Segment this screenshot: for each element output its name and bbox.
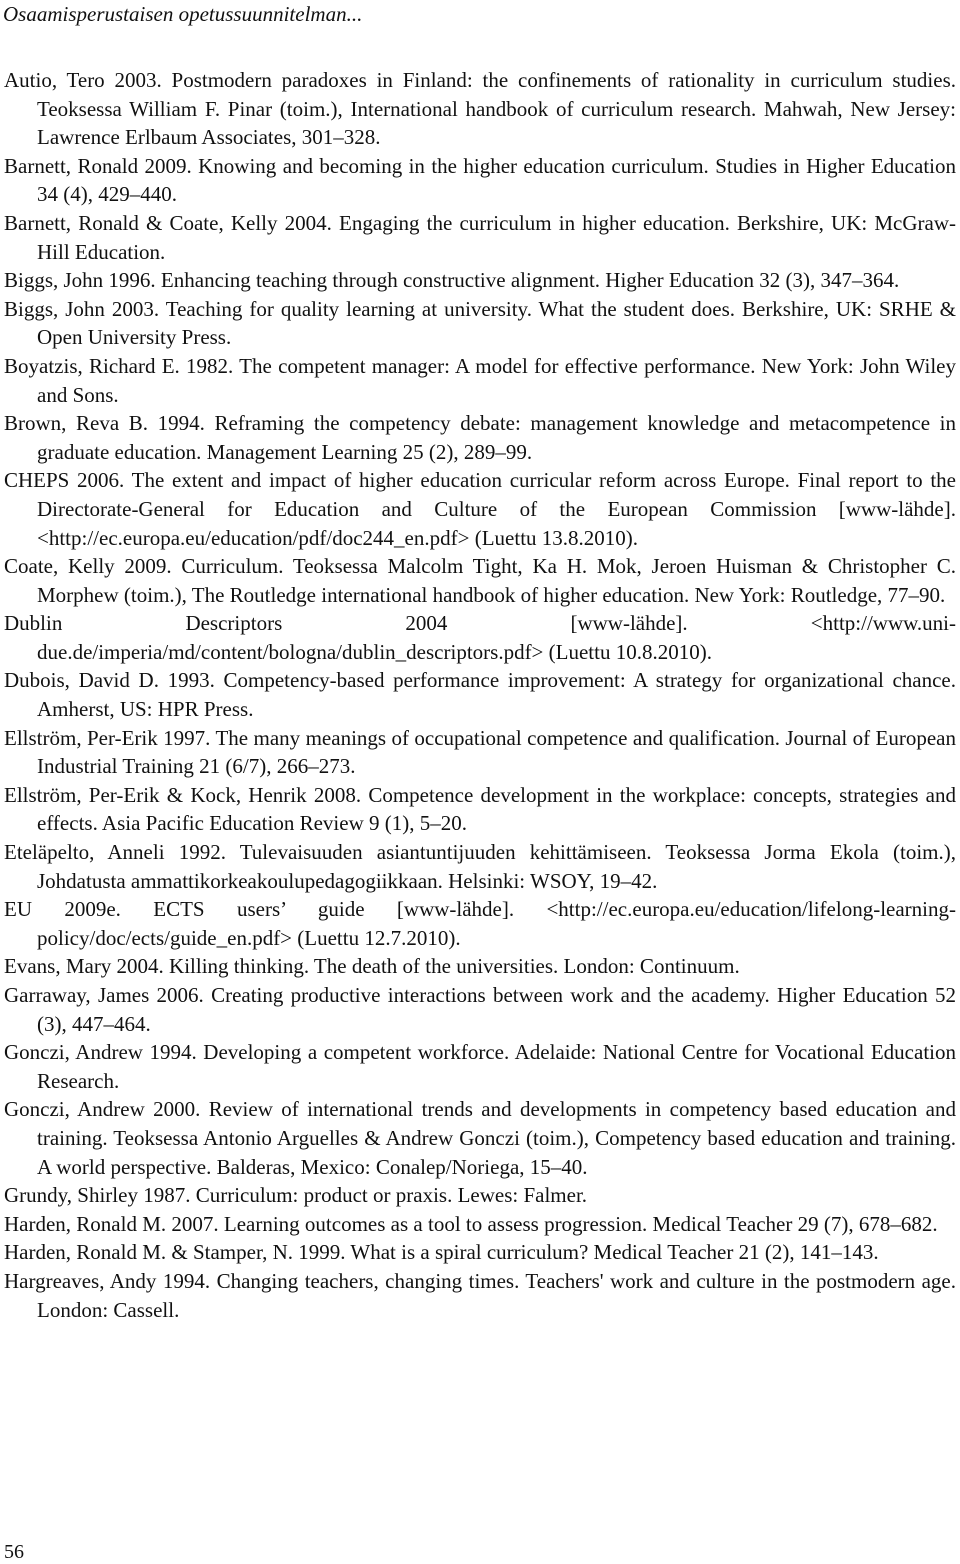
reference-entry: Garraway, James 2006. Creating productive interactions between work and the academy. Higher Education 52 (3), 447–464. <box>4 983 956 1036</box>
page-number: 56 <box>4 1541 24 1563</box>
reference-entry: Evans, Mary 2004. Killing thinking. The death of the universities. London: Continuum. <box>4 954 740 979</box>
reference-entry: Eteläpelto, Anneli 1992. Tulevaisuuden asiantuntijuuden kehittämiseen. Teoksessa Jorma Ekola (toim.), Johdatusta ammattikorkeakoulupedagogiikkaan. Helsinki: WSOY, 19–42. <box>4 840 956 893</box>
reference-entry: Boyatzis, Richard E. 1982. The competent manager: A model for effective performance. New York: John Wiley and Sons. <box>4 353 956 407</box>
running-header: Osaamisperustaisen opetussuunnitelman... <box>3 2 363 26</box>
reference-entry: Barnett, Ronald & Coate, Kelly 2004. Engaging the curriculum in higher education. Berkshire, UK: McGraw-Hill Education. <box>4 210 956 264</box>
reference-entry: Autio, Tero 2003. Postmodern paradoxes in Finland: the confinements of rationality in curriculum studies. Teoksessa William F. Pinar (toim.), International handbook of curriculum research. Mahwah, New Jersey: Lawrence Erlbaum Associates, 301–328. <box>4 68 956 150</box>
reference-entry: Brown, Reva B. 1994. Reframing the competency debate: management knowledge and metacompetence in graduate education. Management Learning 25 (2), 289–99. <box>4 411 956 464</box>
reference-entry: Grundy, Shirley 1987. Curriculum: product or praxis. Lewes: Falmer. <box>4 1183 588 1208</box>
reference-entry: Biggs, John 1996. Enhancing teaching through constructive alignment. Higher Education 32 (3), 347–364. <box>4 268 900 293</box>
reference-entry: Ellström, Per-Erik 1997. The many meanings of occupational competence and qualification. Journal of European Industrial Training 21 (6/7), 266–273. <box>4 725 956 779</box>
reference-list <box>4 66 956 1324</box>
reference-entry: Gonczi, Andrew 2000. Review of international trends and developments in competency based education and training. Teoksessa Antonio Arguelles & Andrew Gonczi (toim.), Competency based education and training. A world perspective. Balderas, Mexico: Conalep/Noriega, 15–40. <box>4 1097 956 1179</box>
reference-entry: Harden, Ronald M. 2007. Learning outcomes as a tool to assess progression. Medical Teacher 29 (7), 678–682. <box>4 1211 938 1236</box>
reference-entry: Hargreaves, Andy 1994. Changing teachers, changing times. Teachers' work and culture in the postmodern age. London: Cassell. <box>4 1268 956 1322</box>
reference-entry: Biggs, John 2003. Teaching for quality learning at university. What the student does. Berkshire, UK: SRHE & Open University Press. <box>4 296 956 350</box>
reference-entry: Dubois, David D. 1993. Competency-based performance improvement: A strategy for organizational chance. Amherst, US: HPR Press. <box>4 668 956 722</box>
reference-entry: CHEPS 2006. The extent and impact of higher education curricular reform across Europe. Final report to the Directorate-General for Education and Culture of the European Commission [www-lähde]. <http://ec.europa.eu/education/pdf/doc244_en.pdf> (Luettu 13.8.2010). <box>4 468 956 550</box>
reference-entry: EU 2009e. ECTS users’ guide [www-lähde]. <http://ec.europa.eu/education/lifelong-learning-policy/doc/ects/guide_en.pdf> (Luettu 12.7.2010). <box>4 897 956 950</box>
reference-entry: Barnett, Ronald 2009. Knowing and becoming in the higher education curriculum. Studies in Higher Education 34 (4), 429–440. <box>4 153 956 207</box>
reference-entry: Ellström, Per-Erik & Kock, Henrik 2008. Competence development in the workplace: concepts, strategies and effects. Asia Pacific Education Review 9 (1), 5–20. <box>4 782 956 836</box>
reference-entry: Gonczi, Andrew 1994. Developing a competent workforce. Adelaide: National Centre for Vocational Education Research. <box>4 1040 956 1093</box>
reference-entry: Harden, Ronald M. & Stamper, N. 1999. What is a spiral curriculum? Medical Teacher 21 (2), 141–143. <box>4 1240 879 1265</box>
reference-entry: Coate, Kelly 2009. Curriculum. Teoksessa Malcolm Tight, Ka H. Mok, Jeroen Huisman & Christopher C. Morphew (toim.), The Routledge international handbook of higher education. New York: Routledge, 77–90. <box>4 554 956 607</box>
reference-entry: Dublin Descriptors 2004 [www-lähde]. <http://www.uni-due.de/imperia/md/content/bologna/dublin_descriptors.pdf> (Luettu 10.8.2010). <box>4 611 956 664</box>
